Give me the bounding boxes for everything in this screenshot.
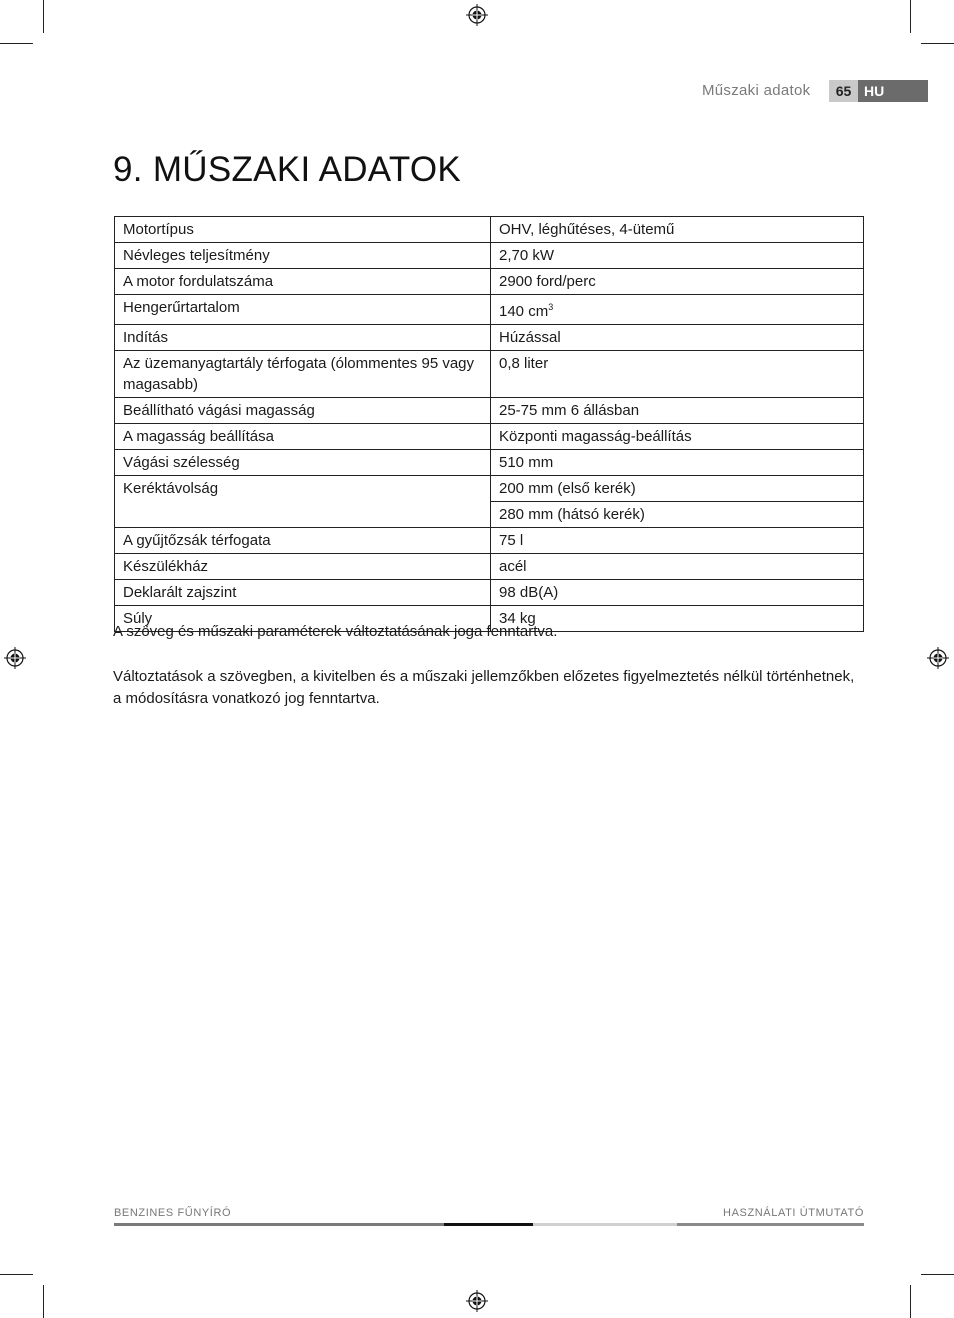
crop-mark-bottom-left-v — [43, 1285, 44, 1318]
spec-value: 34 kg — [491, 606, 864, 632]
crop-mark-bottom-right-v — [910, 1285, 911, 1318]
spec-value: 2900 ford/perc — [491, 269, 864, 295]
spec-label: Névleges teljesítmény — [115, 243, 491, 269]
registration-mark-icon — [466, 1290, 488, 1312]
footer-bar-segment — [444, 1223, 533, 1226]
table-row — [115, 554, 864, 580]
registration-mark-icon — [927, 647, 949, 669]
spec-label: Keréktávolság — [115, 476, 491, 528]
spec-value: OHV, léghűtéses, 4-ütemű — [491, 217, 864, 243]
table-row — [115, 295, 864, 325]
spec-value: 280 mm (hátsó kerék) — [491, 502, 864, 528]
spec-value: 75 l — [491, 528, 864, 554]
table-row — [115, 424, 864, 450]
spec-value: acél — [491, 554, 864, 580]
spec-value — [491, 295, 864, 325]
table-row — [115, 476, 864, 502]
spec-label: Az üzemanyagtartály térfogata (ólommentes 95 vagy magasabb) — [115, 351, 491, 398]
footer-product-name: BENZINES FŰNYÍRÓ — [114, 1207, 232, 1219]
spec-label: Hengerűrtartalom — [115, 295, 491, 325]
spec-value-superscript: 3 — [548, 302, 554, 312]
spec-label: A gyűjtőzsák térfogata — [115, 528, 491, 554]
crop-mark-top-right-h — [921, 43, 954, 44]
language-tab: HU — [858, 80, 928, 102]
spec-label: Indítás — [115, 325, 491, 351]
crop-mark-bottom-left-h — [0, 1274, 33, 1275]
changes-note-line2: a módosításra vonatkozó jog fenntartva. — [113, 690, 380, 707]
spec-label: Vágási szélesség — [115, 450, 491, 476]
crop-mark-top-left-h — [0, 43, 33, 44]
page-title: 9. MŰSZAKI ADATOK — [113, 150, 462, 189]
spec-value: 510 mm — [491, 450, 864, 476]
spec-label: A magasság beállítása — [115, 424, 491, 450]
table-row — [115, 528, 864, 554]
registration-mark-icon — [466, 4, 488, 26]
table-row — [115, 351, 864, 398]
spec-label: Készülékház — [115, 554, 491, 580]
spec-value: Húzással — [491, 325, 864, 351]
table-row — [115, 217, 864, 243]
spec-value: 200 mm (első kerék) — [491, 476, 864, 502]
crop-mark-bottom-right-h — [921, 1274, 954, 1275]
specifications-table — [114, 216, 864, 632]
footer-manual-title: HASZNÁLATI ÚTMUTATÓ — [723, 1207, 864, 1219]
spec-label: Súly — [115, 606, 491, 632]
table-row — [115, 398, 864, 424]
footer-bar-segment — [677, 1223, 864, 1226]
page-number: 65 — [829, 80, 858, 102]
footer-bar-segment — [114, 1223, 444, 1226]
spec-label: Beállítható vágási magasság — [115, 398, 491, 424]
spec-value-text: 140 cm — [499, 303, 549, 320]
rights-note: A szöveg és műszaki paraméterek változtatásának joga fenntartva. — [113, 623, 558, 640]
crop-mark-top-right-v — [910, 0, 911, 33]
spec-value: 98 dB(A) — [491, 580, 864, 606]
table-row — [115, 243, 864, 269]
table-row — [115, 269, 864, 295]
spec-value: Központi magasság-beállítás — [491, 424, 864, 450]
table-row — [115, 450, 864, 476]
spec-value: 2,70 kW — [491, 243, 864, 269]
table-row — [115, 580, 864, 606]
registration-mark-icon — [4, 647, 26, 669]
spec-label: Motortípus — [115, 217, 491, 243]
footer-bar-segment — [533, 1223, 677, 1226]
crop-mark-top-left-v — [43, 0, 44, 33]
changes-note-line1: Változtatások a szövegben, a kivitelben és a műszaki jellemzőkben előzetes figyelmeztetés nélkül történhetnek, — [113, 668, 855, 685]
spec-label: A motor fordulatszáma — [115, 269, 491, 295]
spec-value: 0,8 liter — [491, 351, 864, 398]
table-row — [115, 325, 864, 351]
header-section-title: Műszaki adatok — [702, 82, 811, 99]
spec-label: Deklarált zajszint — [115, 580, 491, 606]
spec-value: 25-75 mm 6 állásban — [491, 398, 864, 424]
